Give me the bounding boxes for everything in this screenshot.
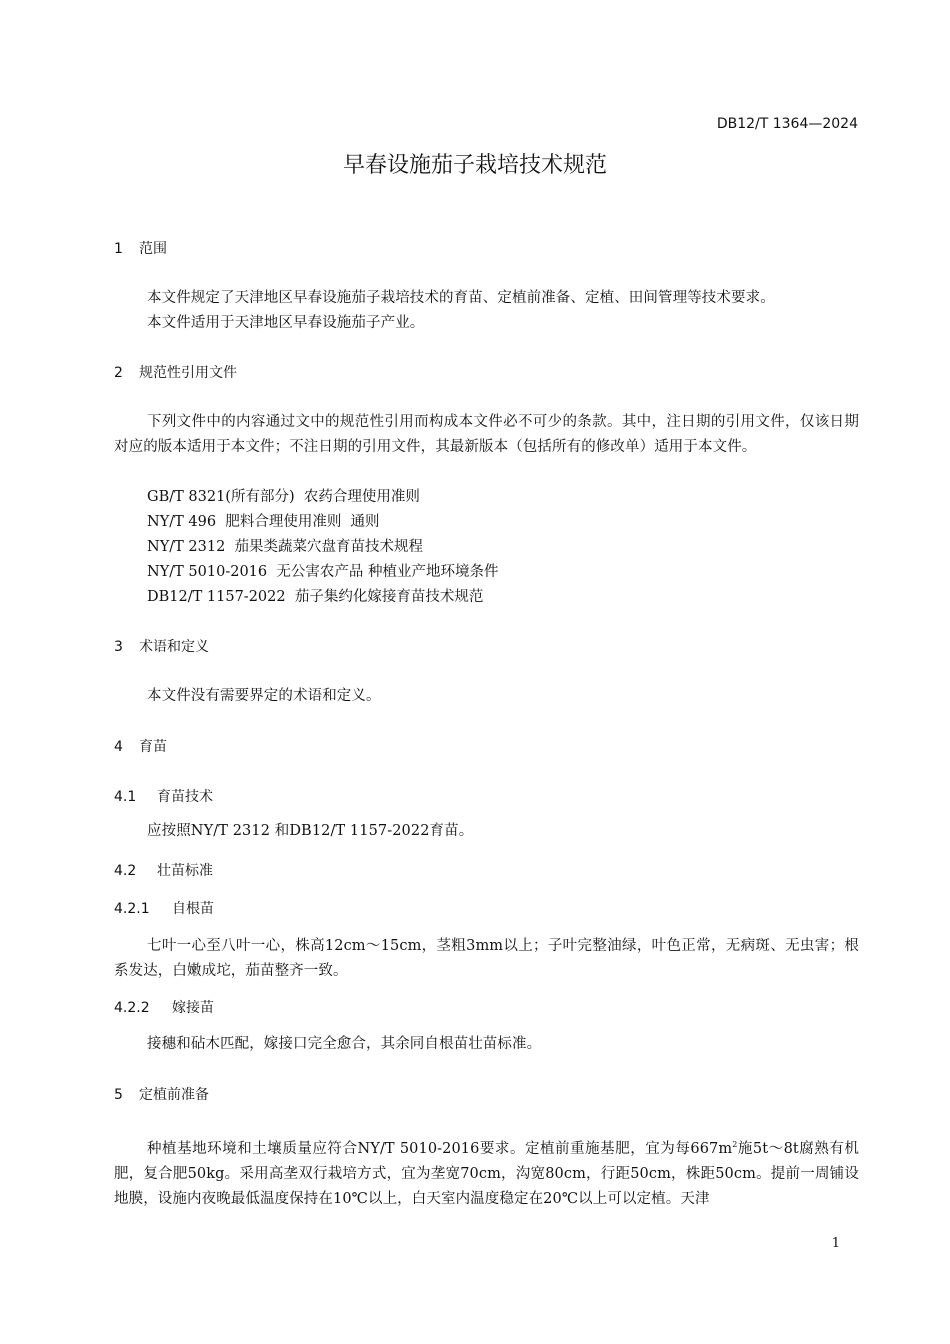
section-2-heading <box>114 362 237 382</box>
section-number: 4.2.1 <box>114 901 150 917</box>
reference-item: NY/T 5010-2016 无公害农产品 种植业产地环境条件 <box>147 564 499 580</box>
section-title: 壮苗标准 <box>157 863 213 879</box>
section-title: 术语和定义 <box>139 639 209 655</box>
section-4-1-paragraph: 应按照NY/T 2312 和DB12/T 1157-2022育苗。 <box>147 823 474 839</box>
section-5-paragraph <box>114 1132 859 1212</box>
section-number: 2 <box>114 365 123 381</box>
section-number: 4.2 <box>114 863 137 879</box>
section-title: 规范性引用文件 <box>139 365 237 381</box>
section-title: 育苗 <box>139 739 167 755</box>
section-5-heading <box>114 1084 209 1104</box>
section-title: 自根苗 <box>172 901 214 917</box>
section-4-2-1-heading <box>114 898 214 918</box>
section-4-2-2-heading <box>114 997 214 1017</box>
section-1-heading <box>114 238 167 258</box>
section-1-paragraph-2: 本文件适用于天津地区早春设施茄子产业。 <box>147 315 425 331</box>
section-4-2-heading <box>114 860 213 880</box>
section-4-2-2-paragraph: 接穗和砧木匹配，嫁接口完全愈合，其余同自根苗壮苗标准。 <box>147 1036 542 1052</box>
section-number: 3 <box>114 639 123 655</box>
page-title: 早春设施茄子栽培技术规范 <box>342 153 607 178</box>
section-title: 范围 <box>139 241 167 257</box>
reference-item: DB12/T 1157-2022 茄子集约化嫁接育苗技术规范 <box>147 589 484 605</box>
section-4-1-heading <box>114 786 213 806</box>
text-run: 种植基地环境和土壤质量应符合NY/T 5010-2016要求。定植前重施基肥，宜为每667m <box>147 1140 733 1157</box>
section-number: 1 <box>114 241 123 257</box>
section-3-heading <box>114 636 209 656</box>
text-run: 施5t～8t腐熟有机肥，复合肥50kg。采用高垄双行栽培方式，宜为垄宽70cm，沟宽80cm，行距50cm，株距50cm。提前一周铺设地膜，设施内夜晚最低温度保持在10℃以上，白天室内温度稳定在20℃以上可以定植。天津 <box>114 1140 859 1207</box>
section-number: 5 <box>114 1087 123 1103</box>
section-number: 4 <box>114 739 123 755</box>
section-number: 4.2.2 <box>114 1000 150 1016</box>
section-number: 4.1 <box>114 789 137 805</box>
document-number: DB12/T 1364—2024 <box>716 116 858 132</box>
section-title: 定植前准备 <box>139 1087 209 1103</box>
section-title: 嫁接苗 <box>172 1000 214 1016</box>
section-3-paragraph: 本文件没有需要界定的术语和定义。 <box>147 688 381 704</box>
superscript: 2 <box>732 1140 738 1149</box>
reference-item: GB/T 8321(所有部分) 农药合理使用准则 <box>147 489 420 505</box>
section-4-heading <box>114 736 167 756</box>
page-number: 1 <box>831 1236 840 1251</box>
reference-item: NY/T 496 肥料合理使用准则 通则 <box>147 514 380 530</box>
section-2-intro: 下列文件中的内容通过文中的规范性引用而构成本文件必不可少的条款。其中，注日期的引用文件，仅该日期对应的版本适用于本文件；不注日期的引用文件，其最新版本（包括所有的修改单）适用于本文件。 <box>114 414 859 455</box>
section-title: 育苗技术 <box>157 789 213 805</box>
section-1-paragraph-1: 本文件规定了天津地区早春设施茄子栽培技术的育苗、定植前准备、定植、田间管理等技术要求。 <box>147 290 775 306</box>
reference-item: NY/T 2312 茄果类蔬菜穴盘育苗技术规程 <box>147 539 424 555</box>
section-4-2-1-paragraph: 七叶一心至八叶一心，株高12cm～15cm，茎粗3mm以上；子叶完整油绿，叶色正常，无病斑、无虫害；根系发达，白嫩成坨，茄苗整齐一致。 <box>114 938 859 979</box>
